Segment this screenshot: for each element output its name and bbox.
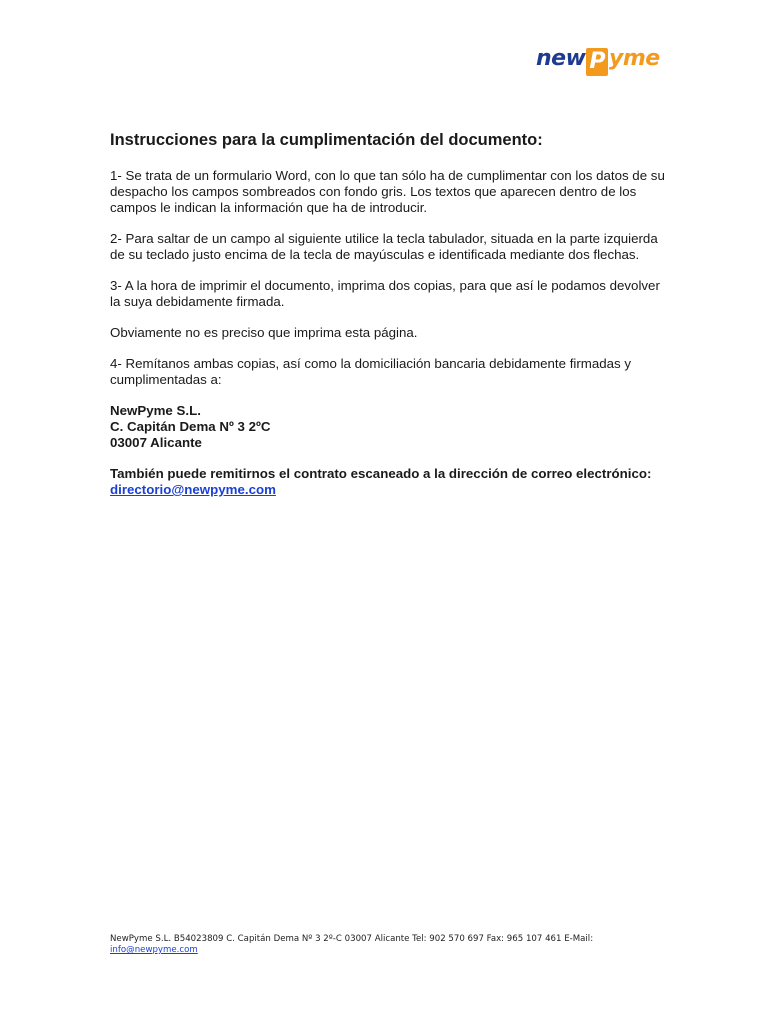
email-note-text: También puede remitirnos el contrato escaneado a la dirección de correo electrónico: [110,466,652,481]
postal-address [110,403,665,451]
address-city: 03007 Alicante [110,435,202,450]
newpyme-logo [536,44,660,72]
instruction-paragraph-4: 4- Remítanos ambas copias, así como la domiciliación bancaria debidamente firmadas y cumplimentadas a: [110,356,632,387]
document-body [110,130,665,498]
footer-email-link[interactable]: info@newpyme.com [110,945,198,955]
footer-company-info: NewPyme S.L. B54023809 C. Capitán Dema Nº 3 2º-C 03007 Alicante Tel: 902 570 697 Fax: 965 107 461 E-Mail: [110,934,594,944]
document-title: Instrucciones para la cumplimentación del documento: [110,131,543,149]
logo-letter-p: P [586,48,608,76]
page-footer [110,934,670,956]
address-street: C. Capitán Dema Nº 3 2ºC [110,419,271,434]
instruction-paragraph-1: 1- Se trata de un formulario Word, con lo que tan sólo ha de cumplimentar con los datos de su despacho los campos sombreados con fondo gris. Los textos que aparecen dentro de los campos le indican la información que ha de introducir. [110,168,665,215]
instruction-paragraph-2: 2- Para saltar de un campo al siguiente utilice la tecla tabulador, situada en la parte izquierda de su teclado justo encima de la tecla de mayúsculas e identificada mediante dos flechas. [110,231,658,262]
directorio-email-link[interactable]: directorio@newpyme.com [110,482,276,497]
logo-text-yme: yme [609,45,660,71]
address-company: NewPyme S.L. [110,403,201,418]
print-note-paragraph: Obviamente no es preciso que imprima esta página. [110,325,418,340]
instruction-paragraph-3: 3- A la hora de imprimir el documento, imprima dos copias, para que así le podamos devolver la suya debidamente firmada. [110,278,660,309]
logo-text-new: new [536,45,586,71]
email-note-paragraph [110,466,665,498]
